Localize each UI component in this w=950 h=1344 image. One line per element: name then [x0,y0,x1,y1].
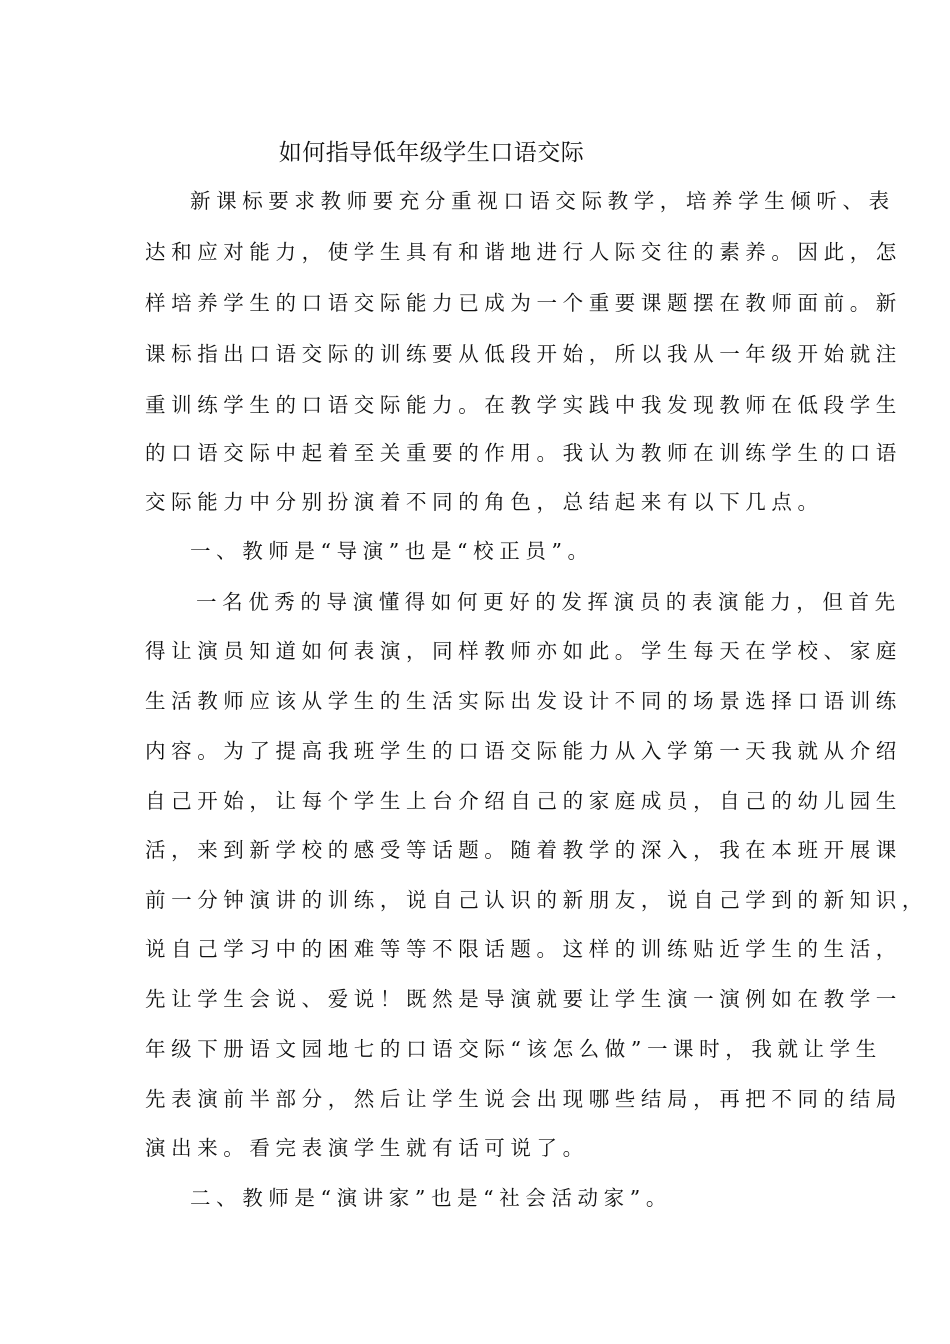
paragraph-line: 年级下册语文园地七的口语交际“该怎么做”一课时，我就让学生 [145,1037,882,1061]
paragraph-line: 生活教师应该从学生的生活实际出发设计不同的场景选择口语训练 [145,689,902,713]
paragraph-line: 先表演前半部分，然后让学生说会出现哪些结局，再把不同的结局 [145,1087,902,1111]
paragraph-line: 新课标要求教师要充分重视口语交际教学，培养学生倾听、表 [190,189,895,213]
paragraph-line: 自己开始，让每个学生上台介绍自己的家庭成员，自己的幼儿园生 [145,789,902,813]
paragraph-line: 交际能力中分别扮演着不同的角色，总结起来有以下几点。 [145,490,824,514]
paragraph-line: 课标指出口语交际的训练要从低段开始，所以我从一年级开始就注 [145,342,902,366]
section-heading: 一、教师是“导演”也是“校正员”。 [190,539,594,563]
document-title: 如何指导低年级学生口语交际 [278,140,585,166]
section-heading: 二、教师是“演讲家”也是“社会活动家”。 [190,1186,672,1210]
paragraph-line: 重训练学生的口语交际能力。在教学实践中我发现教师在低段学生 [145,393,902,417]
paragraph-line: 得让演员知道如何表演，同样教师亦如此。学生每天在学校、家庭 [145,639,902,663]
paragraph-line: 一名优秀的导演懂得如何更好的发挥演员的表演能力，但首先 [196,590,901,614]
paragraph-line: 达和应对能力，使学生具有和谐地进行人际交往的素养。因此，怎 [145,240,902,264]
paragraph-line: 内容。为了提高我班学生的口语交际能力从入学第一天我就从介绍 [145,739,902,763]
paragraph-line: 活，来到新学校的感受等话题。随着教学的深入，我在本班开展课 [145,838,902,862]
paragraph-line: 先让学生会说、爱说！既然是导演就要让学生演一演例如在教学一 [145,987,902,1011]
paragraph-line: 说自己学习中的困难等等不限话题。这样的训练贴近学生的生活， [145,937,902,961]
paragraph-line: 样培养学生的口语交际能力已成为一个重要课题摆在教师面前。新 [145,291,902,315]
paragraph-line: 的口语交际中起着至关重要的作用。我认为教师在训练学生的口语 [145,441,902,465]
paragraph-line: 前一分钟演讲的训练，说自己认识的新朋友，说自己学到的新知识， [145,888,928,912]
paragraph-line: 演出来。看完表演学生就有话可说了。 [145,1136,589,1160]
